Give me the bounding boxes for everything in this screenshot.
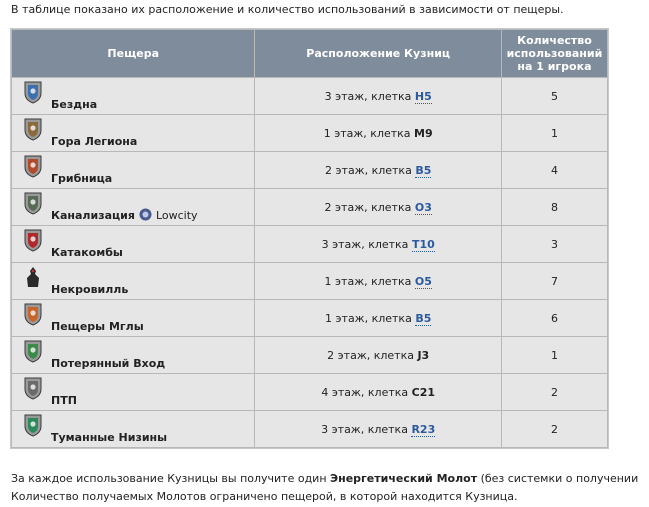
header-count: Количество использований на 1 игрока (502, 30, 607, 77)
count-cell: 6 (502, 300, 607, 336)
footer-line-1 (11, 470, 638, 488)
cave-cell (12, 115, 254, 151)
cell-link[interactable]: R23 (411, 422, 436, 436)
cave-name (51, 172, 112, 185)
abyss-shield-icon (23, 80, 43, 104)
legion-shield-icon (23, 117, 43, 141)
count-cell: 2 (502, 374, 607, 410)
cave-cell (12, 300, 254, 336)
cave-name (51, 135, 137, 148)
cave-cell (12, 152, 254, 188)
table-row (12, 263, 607, 299)
cave-cell (12, 189, 254, 225)
lost-entrance-shield-icon (23, 339, 43, 363)
cell-link[interactable]: O3 (414, 200, 432, 214)
cave-name-text: ПТП (51, 394, 77, 407)
mushroom-shield-icon (23, 154, 43, 178)
table-row (12, 411, 607, 447)
count-cell: 4 (502, 152, 607, 188)
header-cave: Пещера (12, 30, 254, 77)
ptp-shield-icon (23, 376, 43, 400)
necroville-figure-icon (23, 265, 43, 289)
count-cell: 3 (502, 226, 607, 262)
location-text: 3 этаж, клетка (324, 89, 415, 103)
cell-link[interactable]: H5 (414, 89, 432, 103)
sewer-shield-icon (23, 191, 43, 215)
location-cell (255, 189, 500, 225)
cave-name-text: Катакомбы (51, 246, 123, 259)
cave-name-text: Пещеры Мглы (51, 320, 144, 333)
forges-table-wrapper (10, 28, 609, 449)
lowcity-emblem-icon (139, 208, 152, 221)
location-text: 1 этаж, клетка (324, 274, 415, 288)
cave-cell (12, 374, 254, 410)
cave-name (51, 283, 128, 296)
location-text: 1 этаж, клетка (325, 311, 416, 325)
cell-code: C21 (411, 385, 436, 399)
cave-name-text: Грибница (51, 172, 113, 185)
location-text: 4 этаж, клетка (321, 385, 412, 399)
cave-name-text: Некровилль (51, 283, 129, 296)
footer-line-2: Количество получаемых Молотов ограничено пещерой, в которой находится Кузница. (11, 490, 518, 503)
location-cell (255, 411, 500, 447)
cell-link[interactable]: B5 (415, 163, 432, 177)
cell-code: M9 (414, 126, 433, 140)
table-row (12, 115, 607, 151)
location-text: 2 этаж, клетка (325, 163, 416, 177)
location-cell (255, 337, 500, 373)
cave-name-text: Туманные Низины (51, 431, 168, 444)
location-cell (255, 152, 500, 188)
cave-name-text: Гора Легиона (51, 135, 138, 148)
footer-line-1-end: (без системки о получении (477, 472, 639, 485)
cave-extra-label: Lowcity (155, 209, 198, 222)
table-row (12, 374, 607, 410)
cave-name (51, 98, 97, 111)
cave-name (51, 357, 165, 370)
mist-caves-shield-icon (23, 302, 43, 326)
location-text: 3 этаж, клетка (321, 237, 412, 251)
table-header-row (12, 30, 607, 77)
table-row (12, 300, 607, 336)
cave-cell (12, 78, 254, 114)
cave-name-text: Канализация (51, 209, 135, 222)
cave-cell (12, 226, 254, 262)
cave-name (51, 394, 77, 407)
table-row (12, 337, 607, 373)
location-text: 2 этаж, клетка (327, 348, 418, 362)
location-cell (255, 374, 500, 410)
intro-text: В таблице показано их расположение и количество использований в зависимости от пещеры. (11, 3, 564, 16)
table-row (12, 189, 607, 225)
cave-cell (12, 411, 254, 447)
location-text: 1 этаж, клетка (323, 126, 415, 140)
cave-name (51, 208, 198, 222)
count-cell: 5 (502, 78, 607, 114)
location-text: 3 этаж, клетка (321, 422, 412, 436)
cell-link[interactable]: B5 (415, 311, 432, 325)
location-cell (255, 78, 500, 114)
cave-cell (12, 337, 254, 373)
header-location: Расположение Кузниц (255, 30, 500, 77)
catacombs-shield-icon (23, 228, 43, 252)
count-cell: 2 (502, 411, 607, 447)
table-row (12, 152, 607, 188)
footer-text (11, 470, 638, 506)
count-cell: 1 (502, 337, 607, 373)
cell-link[interactable]: O5 (414, 274, 432, 288)
foggy-lowlands-shield-icon (23, 413, 43, 437)
table-row (12, 226, 607, 262)
cave-name-text: Бездна (51, 98, 98, 111)
energy-hammer-name: Энергетический Молот (330, 472, 478, 485)
table-row (12, 78, 607, 114)
forges-table (11, 29, 608, 448)
cave-cell (12, 263, 254, 299)
cell-code: J3 (417, 348, 430, 362)
count-cell: 8 (502, 189, 607, 225)
location-cell (255, 300, 500, 336)
cave-name-text: Потерянный Вход (51, 357, 166, 370)
count-cell: 1 (502, 115, 607, 151)
location-cell (255, 263, 500, 299)
cave-name (51, 320, 144, 333)
count-cell: 7 (502, 263, 607, 299)
cell-link[interactable]: T10 (411, 237, 435, 251)
footer-line-1-start: За каждое использование Кузницы вы получите один (11, 472, 331, 485)
cave-name (51, 246, 123, 259)
location-cell (255, 115, 500, 151)
location-cell (255, 226, 500, 262)
cave-name (51, 431, 167, 444)
location-text: 2 этаж, клетка (324, 200, 415, 214)
